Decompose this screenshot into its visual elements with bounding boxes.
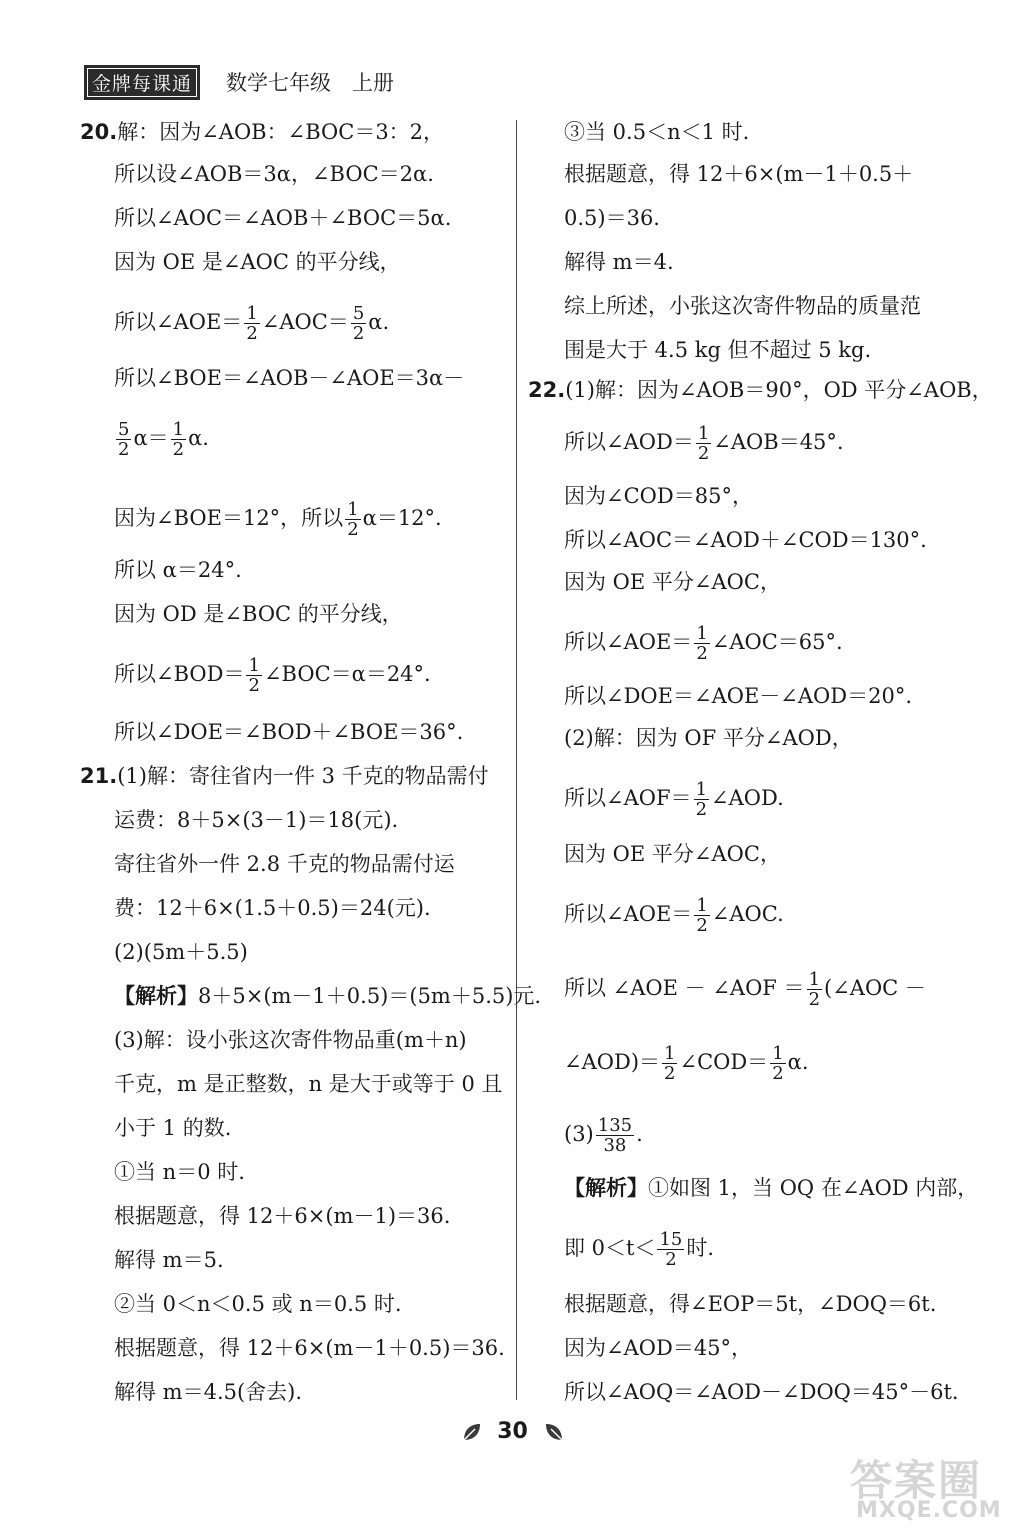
q21-line-13: ②当 0＜n＜0.5 或 n＝0.5 时. <box>114 1292 402 1316</box>
q22-line-19: 所以∠AOQ＝∠AOD－∠DOQ＝45°－6t. <box>564 1380 959 1404</box>
q20-line-7: $\frac{5}{2}$ α＝ $\frac{1}{2}$ α. <box>118 419 209 460</box>
q21-line-6: 【解析】8＋5×(m－1＋0.5)＝(5m＋5.5)元. <box>114 983 542 1008</box>
fraction: $\frac{1}{2}$ <box>772 1043 784 1084</box>
question-number: 22. <box>528 378 566 402</box>
question-number: 21. <box>80 764 118 788</box>
q20-line-5: 所以∠AOE＝ $\frac{1}{2}$ ∠AOC＝ $\frac{5}{2}$ α. <box>114 303 390 344</box>
question-number: 20. <box>80 120 118 144</box>
q22-line-8: (2)解：因为 OF 平分∠AOD， <box>564 726 853 750</box>
q20-line-2: 所以设∠AOB＝3α，∠BOC＝2α. <box>114 162 434 186</box>
q21-line-4: 费：12＋6×(1.5＋0.5)＝24(元). <box>114 896 431 920</box>
q22-line-13: ∠AOD)＝ $\frac{1}{2}$ ∠COD＝ $\frac{1}{2}$ α. <box>564 1043 809 1084</box>
q22-line-7: 所以∠DOE＝∠AOE－∠AOD＝20°. <box>564 684 912 708</box>
q22-line-10: 因为 OE 平分∠AOC， <box>564 842 781 866</box>
fraction: $\frac{1}{2}$ <box>696 623 708 664</box>
q21-line-10: ①当 n＝0 时. <box>114 1160 245 1184</box>
q20-line-12: 所以∠DOE＝∠BOD＋∠BOE＝36°. <box>114 720 464 744</box>
q22-line-11: 所以∠AOE＝ $\frac{1}{2}$ ∠AOC. <box>564 895 784 936</box>
analysis-tag: 【解析】 <box>564 1175 648 1200</box>
page-footer <box>0 1418 1025 1444</box>
q21-line-8: 千克，m 是正整数，n 是大于或等于 0 且 <box>114 1072 503 1096</box>
fraction: $\frac{5}{2}$ <box>352 303 365 344</box>
q20-line-6: 所以∠BOE＝∠AOB－∠AOE＝3α－ <box>114 366 465 390</box>
column-divider <box>516 120 517 1400</box>
q21c-line-3: 0.5)＝36. <box>564 206 660 230</box>
q21-line-15: 解得 m＝4.5(舍去). <box>114 1380 303 1404</box>
fraction: $\frac{15}{2}$ <box>659 1229 683 1270</box>
fraction: $\frac{1}{2}$ <box>172 419 185 460</box>
q21-line-12: 解得 m＝5. <box>114 1248 224 1272</box>
leaf-icon <box>461 1421 483 1443</box>
q22-line-2: 所以∠AOD＝ $\frac{1}{2}$ ∠AOB＝45°. <box>564 423 844 464</box>
q21-line-2: 运费：8＋5×(3－1)＝18(元). <box>114 808 399 832</box>
fraction: $\frac{1}{2}$ <box>697 423 710 464</box>
q21-line-11: 根据题意，得 12＋6×(m－1)＝36. <box>114 1204 451 1228</box>
q22-line-18: 因为∠AOD＝45°， <box>564 1336 753 1360</box>
fraction: $\frac{5}{2}$ <box>118 419 130 460</box>
q22-line-9: 所以∠AOF＝ $\frac{1}{2}$ ∠AOD. <box>564 779 784 820</box>
q21c-line-6: 围是大于 4.5 kg 但不超过 5 kg. <box>564 338 872 362</box>
page-header <box>84 66 394 98</box>
page-number: 30 <box>497 1419 528 1444</box>
q22-line-5: 因为 OE 平分∠AOC， <box>564 570 781 594</box>
analysis-tag: 【解析】 <box>114 983 198 1008</box>
q21-line-14: 根据题意，得 12＋6×(m－1＋0.5)＝36. <box>114 1336 505 1360</box>
q21-line-9: 小于 1 的数. <box>114 1116 232 1140</box>
q22-line-12: 所以 ∠AOE － ∠AOF ＝ $\frac{1}{2}$ (∠AOC － <box>564 969 926 1010</box>
q22-line-4: 所以∠AOC＝∠AOD＋∠COD＝130°. <box>564 528 927 552</box>
fraction: $\frac{1}{2}$ <box>246 303 258 344</box>
q21c-line-5: 综上所述，小张这次寄件物品的质量范 <box>564 294 921 318</box>
q21-line-5: (2)(5m＋5.5) <box>114 940 248 964</box>
q20-line-3: 所以∠AOC＝∠AOB＋∠BOC＝5α. <box>114 206 452 230</box>
q22-line-3: 因为∠COD＝85°， <box>564 484 753 508</box>
fraction: $\frac{1}{2}$ <box>347 499 359 540</box>
fraction: $\frac{1}{2}$ <box>696 895 708 936</box>
watermark <box>842 1448 1012 1528</box>
q22-line-15: 【解析】①如图 1，当 OQ 在∠AOD 内部， <box>564 1175 979 1200</box>
q21-line-3: 寄往省外一件 2.8 千克的物品需付运 <box>114 852 455 876</box>
fraction: $\frac{1}{2}$ <box>695 779 708 820</box>
q22-line-16: 即 0＜t＜ $\frac{15}{2}$ 时. <box>564 1229 715 1270</box>
brand-badge: 金牌每课通 <box>84 65 200 100</box>
book-title: 数学七年级 上册 <box>226 71 395 95</box>
q21-line-1: 21.(1)解：寄往省内一件 3 千克的物品需付 <box>80 764 489 788</box>
q21c-line-4: 解得 m＝4. <box>564 250 674 274</box>
q22-line-14: (3) $\frac{135}{38}$ . <box>564 1115 643 1156</box>
q21c-line-1: ③当 0.5＜n＜1 时. <box>564 120 750 144</box>
q20-line-11: 所以∠BOD＝ $\frac{1}{2}$ ∠BOC＝α＝24°. <box>114 655 431 696</box>
fraction: $\frac{135}{38}$ <box>597 1115 633 1156</box>
q21c-line-2: 根据题意，得 12＋6×(m－1＋0.5＋ <box>564 162 914 186</box>
watermark-url: MXQE.COM <box>856 1498 1002 1523</box>
q22-line-17: 根据题意，得∠EOP＝5t，∠DOQ＝6t. <box>564 1292 937 1316</box>
fraction: $\frac{1}{2}$ <box>248 655 260 696</box>
q21-line-7: (3)解：设小张这次寄件物品重(m＋n) <box>114 1028 467 1052</box>
q20-line-10: 因为 OD 是∠BOC 的平分线， <box>114 602 403 626</box>
q20-line-8: 因为∠BOE＝12°，所以 $\frac{1}{2}$ α＝12°. <box>114 499 442 540</box>
q20-line-4: 因为 OE 是∠AOC 的平分线， <box>114 250 401 274</box>
fraction: $\frac{1}{2}$ <box>664 1043 676 1084</box>
fraction: $\frac{1}{2}$ <box>808 969 821 1010</box>
leaf-icon <box>543 1421 565 1443</box>
q20-line-1: 20.解：因为∠AOB：∠BOC＝3：2， <box>80 120 445 144</box>
watermark-logo-text: 答案圈 <box>850 1456 983 1505</box>
q22-line-6: 所以∠AOE＝ $\frac{1}{2}$ ∠AOC＝65°. <box>564 623 843 664</box>
q22-line-1: 22.(1)解：因为∠AOB＝90°，OD 平分∠AOB， <box>528 378 993 402</box>
q20-line-9: 所以 α＝24°. <box>114 558 242 582</box>
